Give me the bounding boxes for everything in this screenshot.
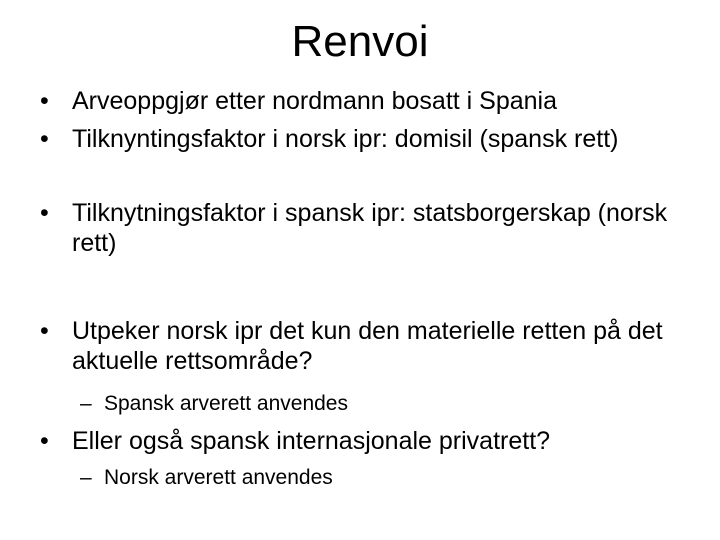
bullet-item: [40, 198, 680, 258]
sub-bullet-marker: –: [80, 466, 92, 489]
bullet-text: Arveoppgjør etter nordmann bosatt i Spania: [72, 87, 557, 115]
sub-bullet-item: [80, 391, 660, 417]
bullet-item: [40, 124, 680, 154]
bullet-marker: •: [40, 199, 49, 227]
slide-title: Renvoi: [291, 17, 429, 66]
bullet-marker: •: [40, 87, 49, 115]
bullet-marker: •: [40, 125, 49, 153]
sub-bullet-text: Norsk arverett anvendes: [104, 466, 333, 489]
bullet-item: [40, 316, 680, 376]
bullet-item: [40, 426, 680, 456]
bullet-marker: •: [40, 317, 49, 345]
bullet-text: Eller også spansk internasjonale privatrett?: [72, 427, 551, 455]
sub-bullet-text: Spansk arverett anvendes: [104, 392, 348, 415]
bullet-marker: •: [40, 427, 49, 455]
bullet-item: [40, 86, 680, 116]
bullet-text: Tilknyntingsfaktor i norsk ipr: domisil (spansk rett): [72, 125, 619, 153]
sub-bullet-marker: –: [80, 392, 92, 415]
sub-bullet-item: [80, 465, 660, 491]
bullet-text: Tilknytningsfaktor i spansk ipr: statsborgerskap (norsk rett): [72, 199, 668, 257]
bullet-text: Utpeker norsk ipr det kun den materielle retten på det aktuelle rettsområde?: [72, 317, 663, 375]
